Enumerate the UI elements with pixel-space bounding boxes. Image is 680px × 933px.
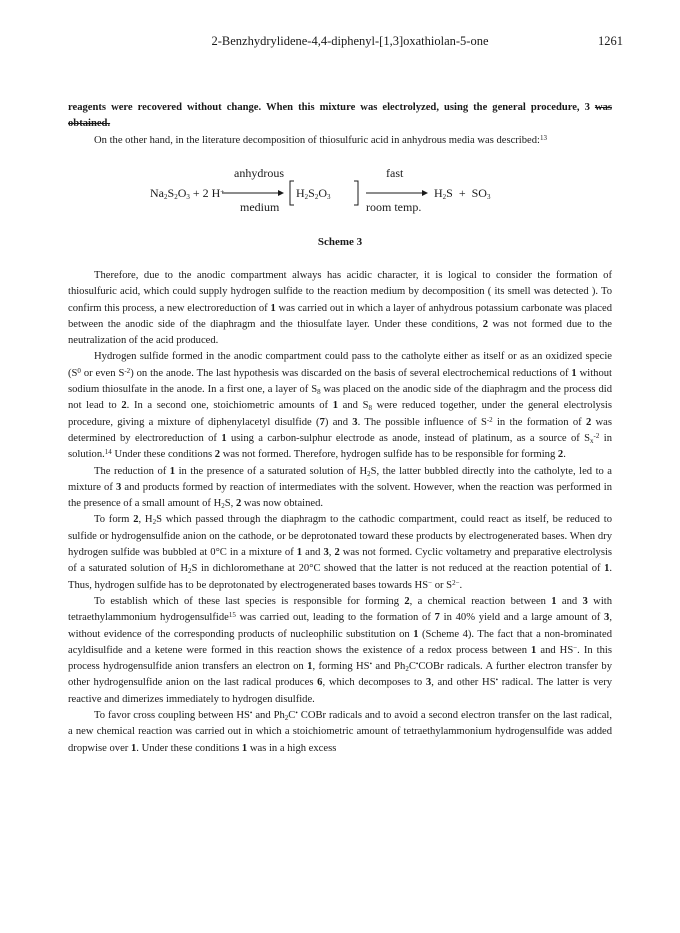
scheme-caption: Scheme 3 xyxy=(317,236,363,248)
intro-paragraph-2: On the other hand, in the literature decomposition of thiosulfuric acid in anhydrous media was described:$^{13}$ xyxy=(94,133,547,146)
paragraph-redox-process: To establish which of these last species is responsible for forming 2, a chemical reaction between 1 and 3 with tetraethylammonium hydrogensulfide$^{15}$ was carried out, leading to the formation of 7 in 40% yield and a large amount of 3, without evidence of the corresponding products of nucleophilic substitution on 1 (Scheme 4). The fact that a non-brominated acyldisulfide and a ketene were formed in this reaction shows the existence of a redox process between 1 and HS−. In this process hydrogensulfide anion transfers an electron on 1, forming HS• and $Ph_2C^•COBr$ radicals. A further electron transfer by other hydrogensulfide anion on the last radical produces 6, which decomposes to 3, and other HS• radical. The latter is very reactive and dimerizes immediately to hydrogen disulfide. xyxy=(68,595,613,705)
scheme-intermediate: $H_2S_2O_3$ xyxy=(296,186,331,201)
arrow-1-head xyxy=(278,190,284,196)
page-number: 1261 xyxy=(598,34,623,48)
main-text xyxy=(68,268,612,757)
paragraph-hydrogen-sulfide: Hydrogen sulfide formed in the anodic compartment could pass to the catholyte either as itself or as an oxidized specie ($S^0$ or even $S^{-2}$) on the anode. The last hypothesis was discarded on the basis of several electrochemical reductions of 1 without sodium thiosulfate in the anode. In a first one, a layer of $S_8$ was placed on the anodic side of the diaphragm and the process did not lead to 2. In a second one, stoichiometric amounts of 1 and $S_8$ were reduced together, under the general electrolysis procedure, giving a mixture of diphenylacetyl disulfide (7) and 3. The possible influence of $S^{-2}$ in the formation of 2 was determined by electroreduction of 1 using a carbon-sulphur electrode as anode, instead of platinum, as a source of $S_x^{-2}$ in solution.$^{14}$ Under these conditions 2 was not formed. Therefore, hydrogen sulfide has to be responsible for forming 2. xyxy=(68,351,613,461)
scheme-products: $H_2S + SO_3$ xyxy=(434,186,491,201)
right-bracket xyxy=(354,181,358,205)
reference-14: 14 xyxy=(104,448,112,457)
arrow-2-condition-bottom: room temp. xyxy=(366,200,422,214)
arrow-2-condition-top: fast xyxy=(386,166,404,180)
scheme-reactants: $Na_2S_2O_3 + 2$ H+ xyxy=(150,186,225,201)
reference-15: 15 xyxy=(228,611,236,620)
arrow-1-condition-top: anhydrous xyxy=(234,166,284,180)
arrow-2-head xyxy=(422,190,428,196)
paragraph-thiosulfuric-acid: Therefore, due to the anodic compartment always has acidic character, it is logical to consider the formation of thiosulfuric acid, which could supply hydrogen sulfide to the reaction medium by decomposition ( its smell was detected ). To confirm this process, a new electroreduction of 1 was carried out in which a layer of anhydrous potassium carbonate was placed between the anodic side of the diaphragm and the thiosulfate layer. Under these conditions, 2 was not formed due to the neutralization of the acid produced. xyxy=(68,270,613,347)
paragraph-saturated-solution: The reduction of 1 in the presence of a saturated solution of $H_2S$, the latter bubbled directly into the catholyte, led to a mixture of 3 and products formed by reaction of intermediates with the solvent. However, when the reaction was performed in the presence of a small amount of $H_2S$, 2 was now obtained. xyxy=(68,465,613,511)
reaction-scheme xyxy=(150,162,530,224)
paragraph-deprotonation: To form 2, $H_2S$ which passed through the diaphragm to the cathodic compartment, could react as itself, be reduced to sulfide or hydrogensulfide anion on the cathode, or be deprotonated toward these products by electrogenerated bases. When dry hydrogen sulfide was bubbled at 0°C in a mixture of 1 and 3, 2 was not formed. Cyclic voltametry and preparative electrolysis of a saturated solution of $H_2S$ in dichloromethane at 20°C showed that the latter is not reduced at the reaction potential of 1. Thus, hydrogen sulfide has to be deprotonated by electrogenerated bases towards HS− or $S^{2-}$. xyxy=(68,514,613,591)
running-title: 2-Benzhydrylidene-4,4-diphenyl-[1,3]oxathiolan-5-one xyxy=(211,34,489,48)
left-bracket xyxy=(290,181,294,205)
intro-paragraph-1: reagents were recovered without change. When this mixture was electrolyzed, using the general procedure, 3 was obtained. xyxy=(68,102,612,130)
intro-block xyxy=(68,100,612,149)
reference-13: 13 xyxy=(540,133,547,142)
paragraph-cross-coupling: To favor cross coupling between HS• and $Ph_2C^•$ COBr radicals and to avoid a second electron transfer on the last radical, a new chemical reaction was carried out in which a stoichiometric amount of tetraethylammonium hydrogensulfide was added dropwise over 1. Under these conditions 1 was in a high excess xyxy=(68,709,612,754)
arrow-1-condition-bottom: medium xyxy=(240,200,280,214)
